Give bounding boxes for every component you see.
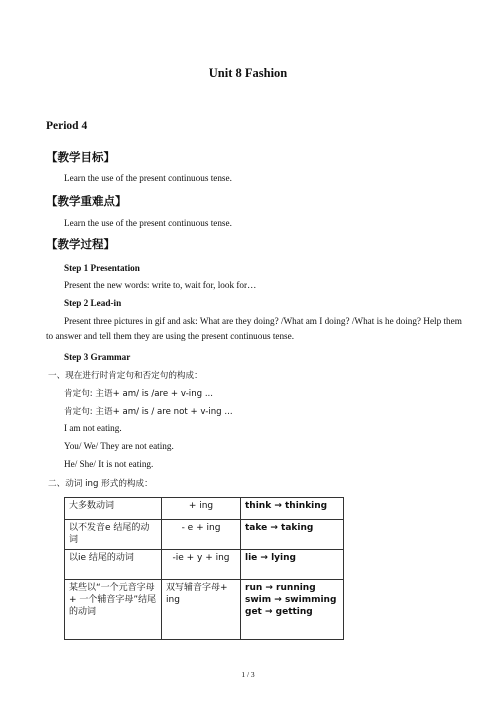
grammar-point-2: 二、动词 ing 形式的构成： [48, 479, 153, 489]
period-label: Period 4 [46, 120, 88, 132]
step2-text: Present three pictures in gif and ask: What are they doing? /What am I doing? /What is he doing? Help them to answer and tell them they are using the present continuous tense. [46, 316, 462, 341]
rule-cell: 某些以“一个元音字母+ 一个辅音字母”结尾的动词 [65, 580, 162, 640]
rule-cell: 以不发音e 结尾的动词 [65, 520, 162, 550]
key-points-heading: 【教学重难点】 [46, 194, 127, 208]
rule-cell: 大多数动词 [65, 498, 162, 520]
change-cell: -ie + y + ing [162, 550, 241, 580]
change-cell: - e + ing [162, 520, 241, 550]
table-row [65, 580, 344, 640]
negative-structure: 肯定句: 主语+ am/ is / are not + v-ing ... [64, 407, 233, 417]
grammar-point-1: 一、现在进行时肯定句和否定句的构成： [48, 371, 203, 381]
example-sentence: He/ She/ It is not eating. [64, 459, 154, 469]
example-line: run → running [245, 583, 316, 593]
objectives-text: Learn the use of the present continuous tense. [64, 173, 232, 183]
example-sentence: You/ We/ They are not eating. [64, 441, 174, 451]
step3-title: Step 3 Grammar [64, 352, 131, 362]
process-heading: 【教学过程】 [46, 237, 115, 251]
table-row [65, 520, 344, 550]
ing-form-table [64, 497, 344, 640]
change-cell: + ing [162, 498, 241, 520]
example-line: get → getting [245, 607, 313, 617]
example-cell [241, 580, 344, 640]
affirmative-structure: 肯定句: 主语+ am/ is /are + v-ing ... [64, 389, 214, 399]
table-row [65, 498, 344, 520]
objectives-heading: 【教学目标】 [46, 150, 115, 164]
example-line: swim → swimming [245, 595, 337, 605]
example-cell: think → thinking [241, 498, 344, 520]
document-title: Unit 8 Fashion [208, 66, 288, 80]
change-cell: 双写辅音字母+ ing [162, 580, 241, 640]
example-sentence: I am not eating. [64, 423, 122, 433]
example-cell: lie → lying [241, 550, 344, 580]
rule-cell: 以ie 结尾的动词 [65, 550, 162, 580]
table-row [65, 550, 344, 580]
example-cell: take → taking [241, 520, 344, 550]
key-points-text: Learn the use of the present continuous tense. [64, 218, 232, 228]
step1-text: Present the new words: write to, wait for, look for… [64, 280, 257, 290]
step1-title: Step 1 Presentation [64, 263, 140, 273]
step2-title: Step 2 Lead-in [64, 298, 122, 308]
page-number: 1 / 3 [241, 670, 255, 679]
